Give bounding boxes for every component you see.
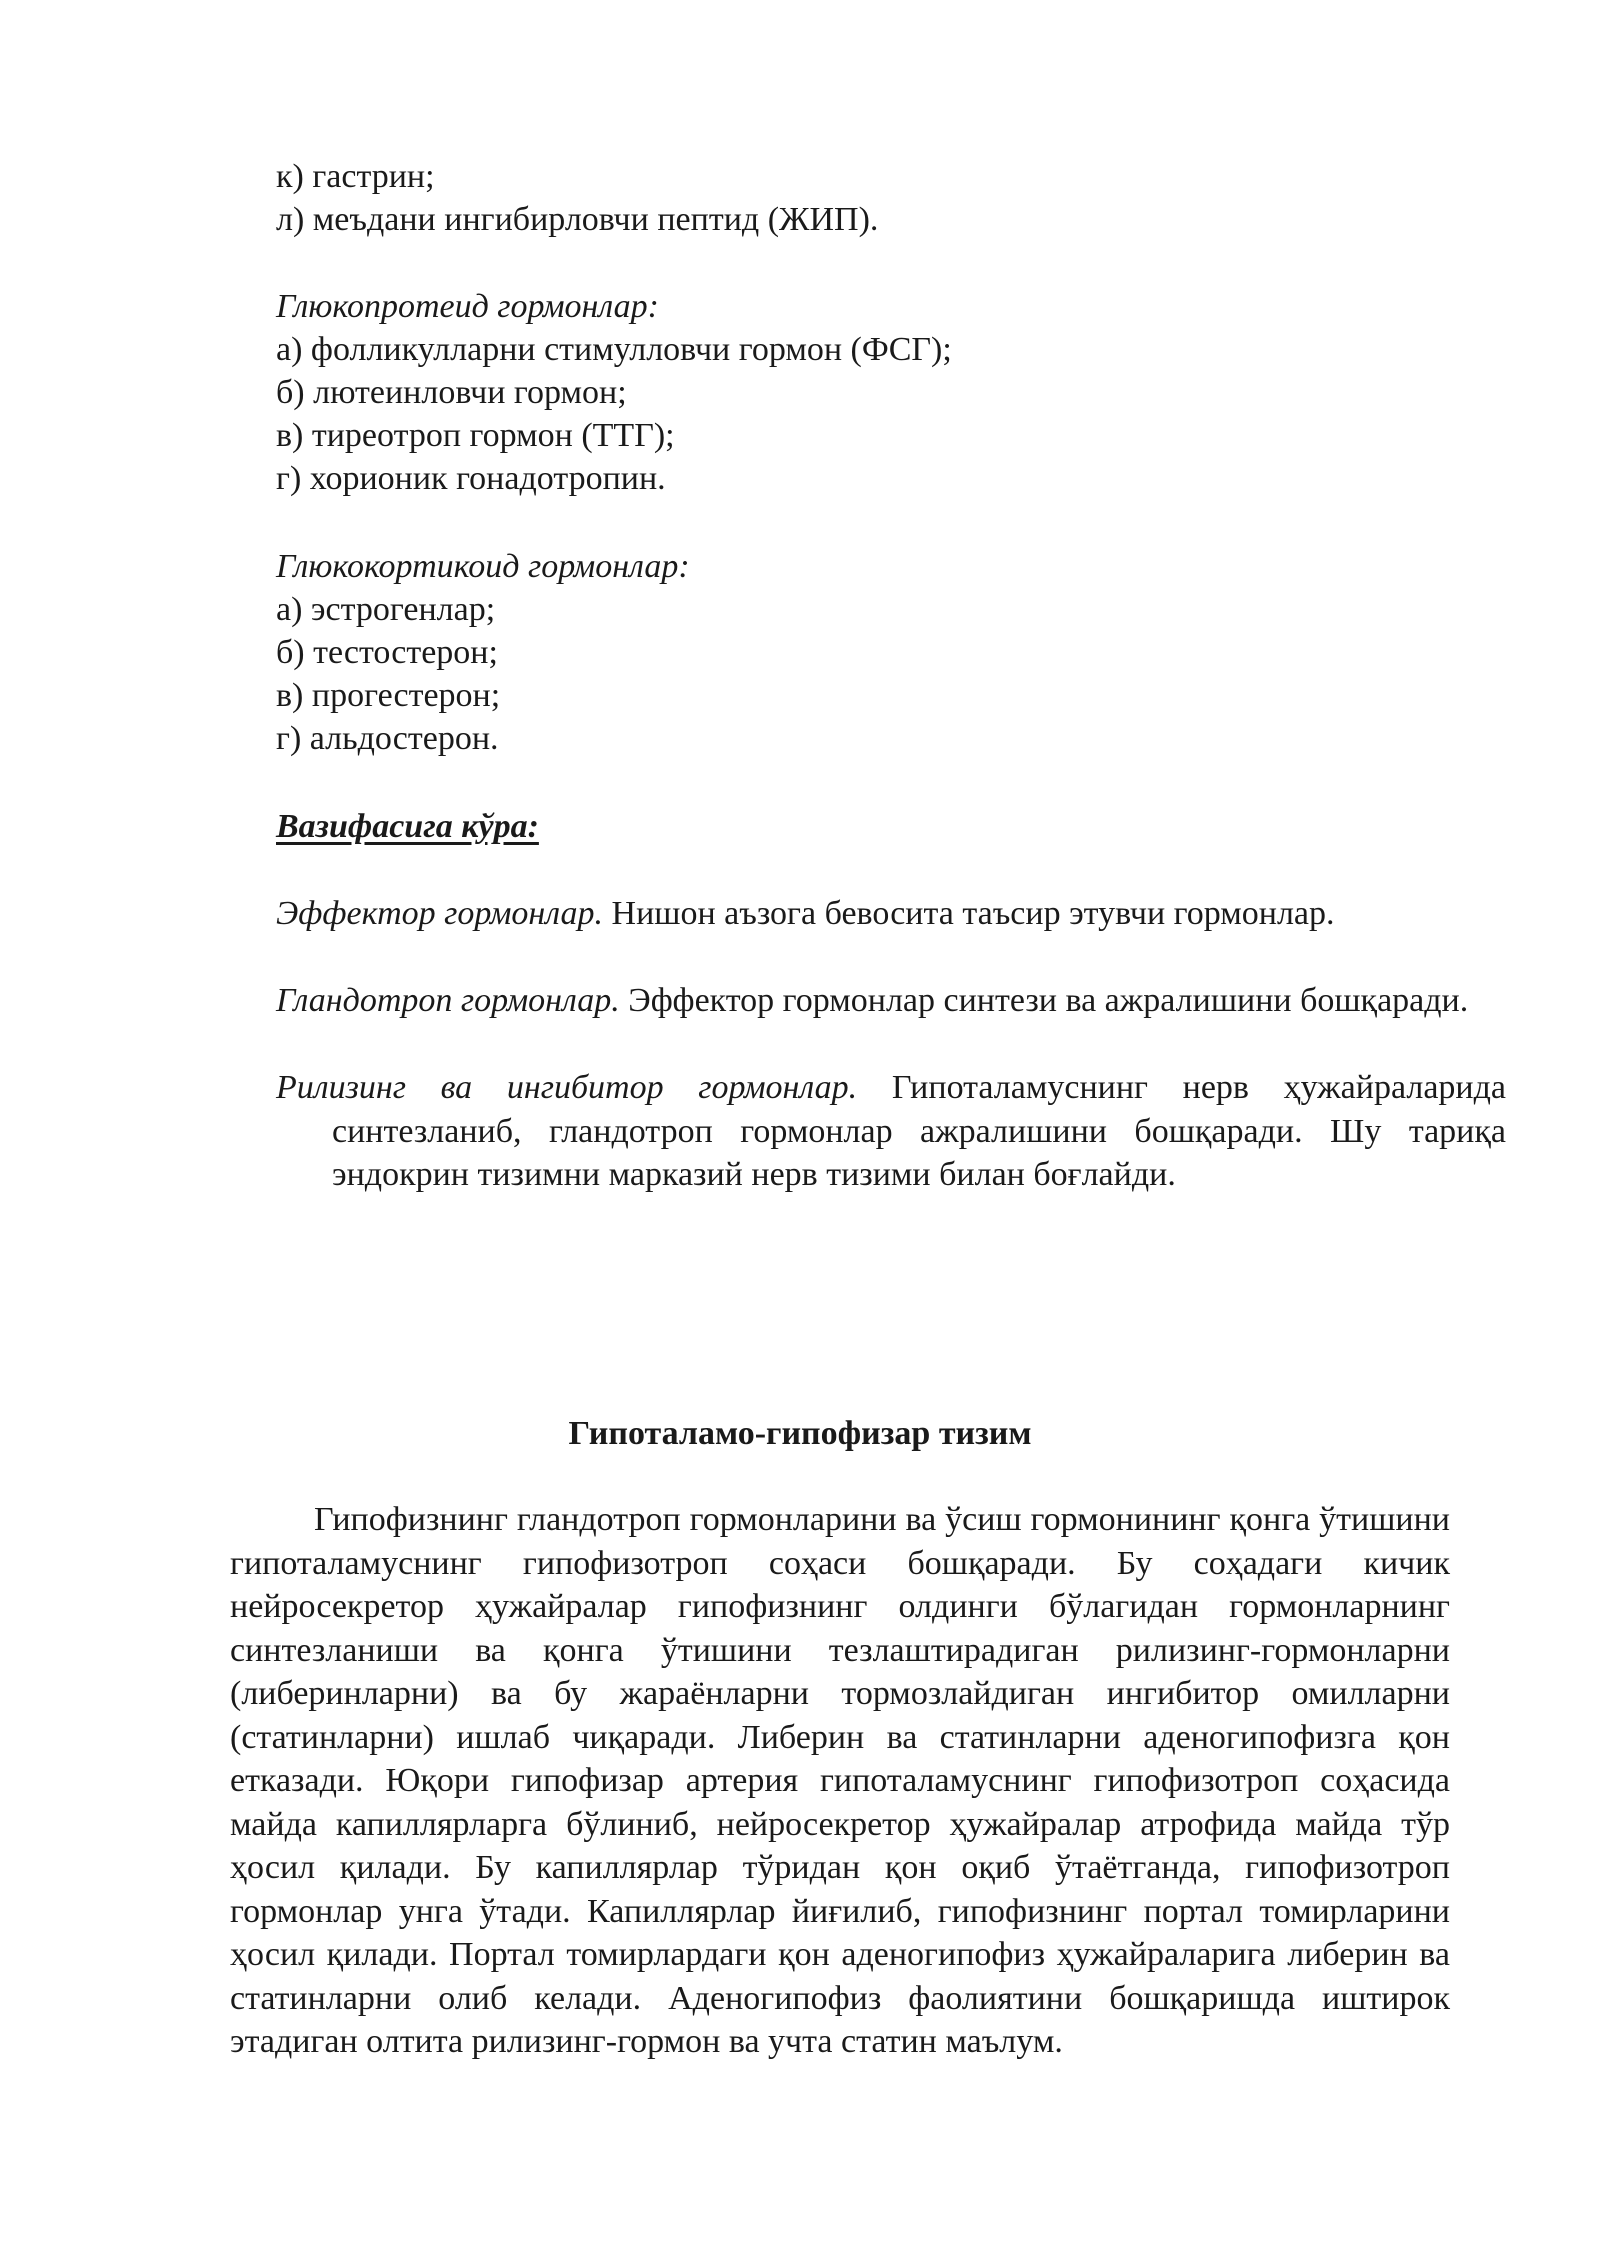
definition-term: Рилизинг ва ингибитор гормонлар. — [276, 1069, 858, 1106]
definition-term: Гландотроп гормонлар. — [276, 982, 620, 1019]
list-item: в) прогестерон; — [276, 677, 501, 714]
function-heading: Вазифасига кўра: — [276, 808, 539, 845]
list-item: а) фолликулларни стимулловчи гормон (ФСГ); — [276, 331, 952, 368]
list-item: г) альдостерон. — [276, 720, 499, 757]
list-item: г) хорионик гонадотропин. — [276, 460, 666, 497]
list-item: к) гастрин; — [276, 158, 435, 195]
list-item: б) лютеинловчи гормон; — [276, 374, 627, 411]
glycoprotein-heading: Глюкопротеид гормонлар: — [276, 288, 659, 325]
definition-term: Эффектор гормонлар. — [276, 895, 604, 932]
definition-text: Эффектор гормонлар синтези ва ажралишини бошқаради. — [619, 982, 1469, 1019]
list-item: в) тиреотроп гормон (ТТГ); — [276, 417, 675, 454]
section-title: Гипоталамо-гипофизар тизим — [568, 1415, 1032, 1452]
definition-text: Нишон аъзога бевосита таъсир этувчи гормонлар. — [603, 895, 1335, 932]
list-item: л) меъдани ингибирловчи пептид (ЖИП). — [276, 201, 879, 238]
list-item: б) тестостерон; — [276, 634, 498, 671]
definition-item — [276, 979, 1506, 1023]
definition-item — [276, 892, 1506, 936]
glucocorticoid-heading: Глюкокортикоид гормонлар: — [276, 548, 690, 585]
definition-text: Гипоталамуснинг нерв ҳужайраларида синтезланиб, гландотроп гормонлар ажралишини бошқаради. Шу тариқа эндокрин тизимни марказий нерв тизими билан боғлайди. — [332, 1069, 1506, 1193]
definition-item — [276, 1066, 1506, 1197]
list-item: а) эстрогенлар; — [276, 591, 496, 628]
body-paragraph: Гипофизнинг гландотроп гормонларини ва ўсиш гормонининг қонга ўтишини гипоталамуснинг гипофизотроп соҳаси бошқаради. Бу соҳадаги кичик нейросекретор ҳужайралар гипофизнинг олдинги бўлагидан гормонларнинг синтезланиши ва қонга ўтишини тезлаштирадиган рилизинг-гормонларни (либеринларни) ва бу жараёнларни тормозлайдиган ингибитор омилларни (статинларни) ишлаб чиқаради. Либерин ва статинларни аденогипофизга қон етказади. Юқори гипофизар артерия гипоталамуснинг гипофизотроп соҳасида майда капиллярларга бўлиниб, нейросекретор ҳужайралар атрофида майда тўр ҳосил қилади. Бу капиллярлар тўридан қон оқиб ўтаётганда, гипофизотроп гормонлар унга ўтади. Капиллярлар йиғилиб, гипофизнинг портал томирларини ҳосил қилади. Портал томирлардаги қон аденогипофиз ҳужайраларига либерин ва статинларни олиб келади. Аденогипофиз фаолиятини бошқаришда иштирок этадиган олтита рилизинг-гормон ва учта статин маълум. — [230, 1501, 1450, 2060]
